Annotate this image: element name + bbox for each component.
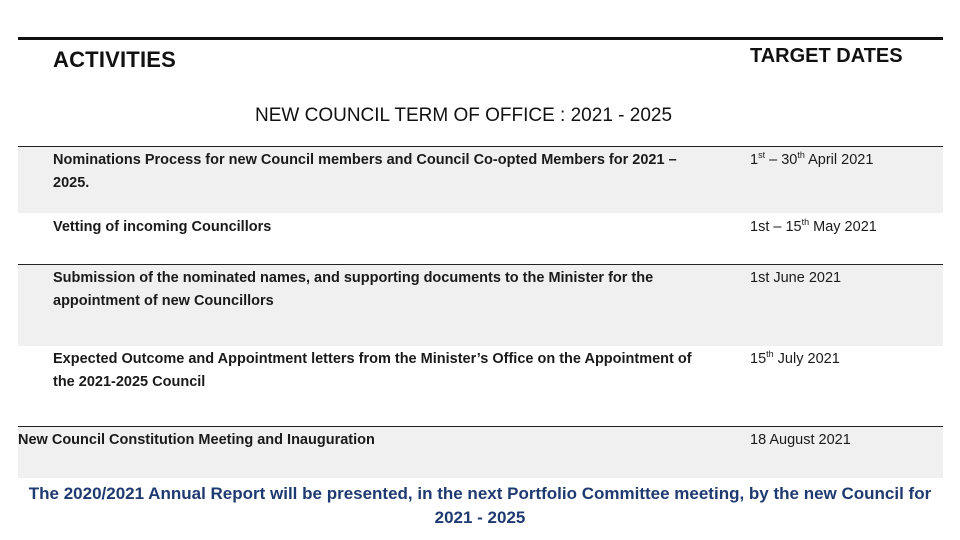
target-date-cell: 1st June 2021 (750, 270, 842, 286)
activity-cell: New Council Constitution Meeting and Inauguration (18, 432, 375, 448)
target-date-cell (750, 149, 940, 172)
row-divider (18, 146, 943, 147)
table-row (18, 264, 943, 346)
section-title: NEW COUNCIL TERM OF OFFICE : 2021 - 2025 (255, 105, 673, 126)
table-row (18, 426, 943, 478)
activity-cell: Expected Outcome and Appointment letters from the Minister’s Office on the Appointment of the 2021-2025 Council (53, 351, 692, 390)
date-text: April 2021 (804, 152, 874, 168)
target-date-cell: 18 August 2021 (750, 432, 851, 448)
date-superscript: st (758, 150, 766, 160)
target-date-cell (750, 216, 940, 239)
activity-cell: Vetting of incoming Councillors (53, 219, 272, 235)
date-text: – 30 (765, 152, 798, 168)
table-row (18, 213, 943, 264)
activity-cell: Submission of the nominated names, and supporting documents to the Minister for the appointment of new Councillors (53, 270, 654, 309)
date-text: 15 (750, 351, 767, 367)
date-superscript: th (766, 349, 774, 359)
date-text: July 2021 (773, 351, 840, 367)
row-divider (18, 426, 943, 427)
date-superscript: th (801, 217, 810, 227)
footer-note: The 2020/2021 Annual Report will be presented, in the next Portfolio Committee meeting, by the new Council for 2021 - 2025 (28, 484, 932, 527)
table-row (18, 146, 943, 213)
date-text: 1 (750, 152, 759, 168)
date-text: May 2021 (809, 219, 877, 235)
date-superscript: th (797, 150, 805, 160)
table-row (18, 346, 943, 426)
target-dates-column-header: TARGET DATES (750, 45, 903, 67)
target-date-cell (750, 348, 940, 371)
date-text: 1st – 15 (750, 219, 802, 235)
activities-column-header: ACTIVITIES (53, 47, 177, 72)
row-divider (18, 264, 943, 265)
table-top-rule (18, 37, 943, 40)
activity-cell: Nominations Process for new Council members and Council Co-opted Members for 2021 – 2025. (53, 152, 677, 191)
